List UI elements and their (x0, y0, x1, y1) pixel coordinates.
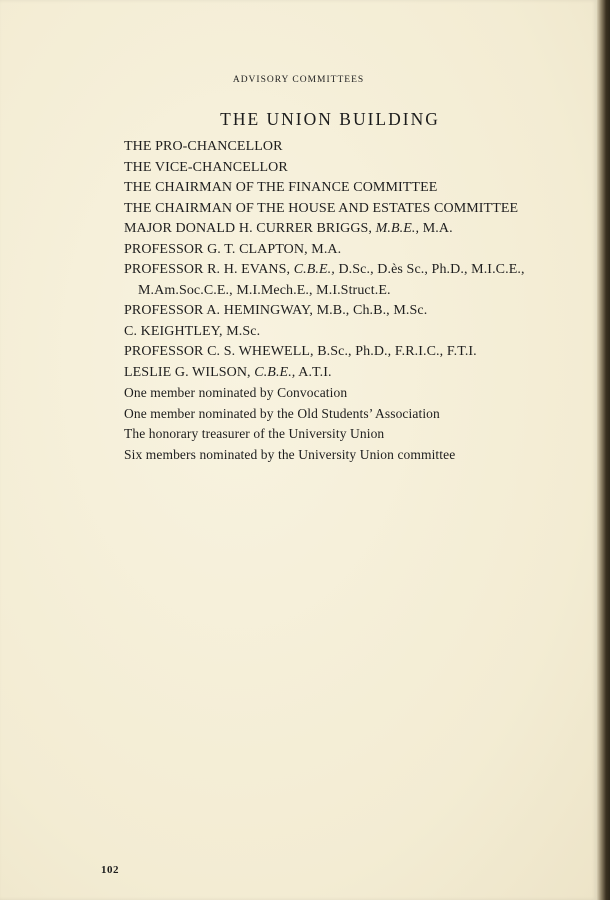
member-entry: THE CHAIRMAN OF THE HOUSE AND ESTATES COMMITTEE (124, 200, 519, 216)
member-entry: THE VICE-CHANCELLOR (124, 159, 288, 175)
member-entry-hemingway: PROFESSOR A. HEMINGWAY, M.B., Ch.B., M.Sc. (124, 303, 428, 318)
committee-member-list (124, 137, 584, 465)
member-name: MAJOR DONALD H. CURRER BRIGGS, (124, 221, 376, 236)
member-entry-keightley: C. KEIGHTLEY, M.Sc. (124, 323, 261, 339)
member-entry-evans (124, 260, 584, 281)
member-degrees: A.T.I. (295, 364, 332, 380)
member-entry-wilson (124, 363, 584, 384)
member-entry: THE PRO-CHANCELLOR (124, 139, 283, 154)
running-head: ADVISORY COMMITTEES (232, 75, 365, 85)
member-degrees: D.Sc., D.ès Sc., Ph.D., M.I.C.E., (334, 262, 525, 277)
member-name: PROFESSOR R. H. EVANS, (124, 262, 294, 277)
member-entry-whewell: PROFESSOR C. S. WHEWELL, B.Sc., Ph.D., F.R.I.C., F.T.I. (124, 344, 477, 359)
member-honour: C.B.E., (293, 262, 335, 277)
nomination-entry: The honorary treasurer of the University Union (124, 426, 385, 441)
nomination-entry: Six members nominated by the University Union committee (124, 446, 456, 462)
nomination-entry: One member nominated by Convocation (124, 385, 348, 400)
member-entry: THE CHAIRMAN OF THE FINANCE COMMITTEE (124, 180, 438, 195)
member-entry-evans-continuation: M.Am.Soc.C.E., M.I.Mech.E., M.I.Struct.E. (138, 282, 391, 298)
member-entry-clapton: PROFESSOR G. T. CLAPTON, M.A. (124, 241, 342, 257)
page-edge (597, 0, 610, 900)
member-honour: C.B.E., (254, 364, 296, 380)
page-number: 102 (101, 864, 119, 876)
nomination-entry: One member nominated by the Old Students’ Association (124, 405, 440, 421)
member-name: LESLIE G. WILSON, (124, 364, 255, 380)
member-honour: M.B.E., (375, 221, 420, 236)
section-title: THE UNION BUILDING (220, 109, 440, 129)
member-entry-briggs (124, 219, 584, 240)
member-degrees: M.A. (419, 221, 453, 236)
